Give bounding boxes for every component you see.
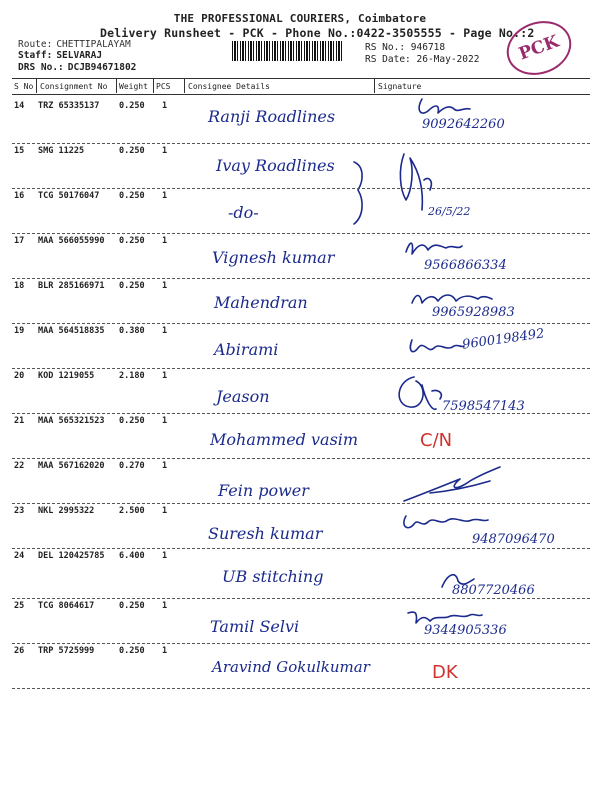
row-sno: 23 xyxy=(14,506,25,516)
row-pcs: 1 xyxy=(162,416,168,426)
row-sno: 16 xyxy=(14,191,25,201)
row-pcs: 1 xyxy=(162,551,168,561)
row-divider xyxy=(12,548,590,549)
row-pcs: 1 xyxy=(162,601,168,611)
signature-mark xyxy=(400,510,492,534)
row-sno: 15 xyxy=(14,146,25,156)
col-weight: Weight xyxy=(119,82,148,91)
col-consignee: Consignee Details xyxy=(188,82,270,91)
row-consignment: MAA 564518835 xyxy=(38,326,105,336)
row-weight: 2.500 xyxy=(119,506,145,516)
row-pcs: 1 xyxy=(162,191,168,201)
staff-line xyxy=(18,50,102,61)
rs-no-value: 946718 xyxy=(410,42,446,53)
consignee-name: Ivay Roadlines xyxy=(216,156,335,175)
col-divider xyxy=(36,79,37,93)
row-sno: 26 xyxy=(14,646,25,656)
consignee-name: Ranji Roadlines xyxy=(208,107,336,126)
row-weight: 0.270 xyxy=(119,461,145,471)
consignee-phone: 9487096470 xyxy=(472,532,555,547)
consignee-name: Abirami xyxy=(214,340,279,359)
consignee-name: UB stitching xyxy=(222,567,324,586)
row-divider xyxy=(12,503,590,504)
row-sno: 14 xyxy=(14,101,25,111)
row-consignment: TCG 50176047 xyxy=(38,191,100,201)
consignee-name: Mahendran xyxy=(214,293,308,312)
row-pcs: 1 xyxy=(162,506,168,516)
pck-stamp: PCK xyxy=(499,12,579,83)
row-pcs: 1 xyxy=(162,646,168,656)
consignee-phone: 8807720466 xyxy=(452,583,535,598)
header-rule-bottom xyxy=(12,94,590,95)
row-divider xyxy=(12,323,590,324)
consignee-phone: 9092642260 xyxy=(422,117,505,132)
row-sno: 25 xyxy=(14,601,25,611)
row-pcs: 1 xyxy=(162,326,168,336)
row-consignment: TRZ 65335137 xyxy=(38,101,100,111)
col-divider xyxy=(153,79,154,93)
row-consignment: TRP 5725999 xyxy=(38,646,95,656)
row-consignment: DEL 120425785 xyxy=(38,551,105,561)
staff-value: SELVARAJ xyxy=(56,50,103,61)
row-weight: 0.250 xyxy=(119,101,145,111)
row-divider xyxy=(12,233,590,234)
table-row xyxy=(0,646,600,706)
header-rule-top xyxy=(12,78,590,79)
row-pcs: 1 xyxy=(162,371,168,381)
consignee-name: Aravind Gokulkumar xyxy=(212,658,370,676)
consignee-name: Jeason xyxy=(216,387,270,406)
route-line xyxy=(18,39,131,50)
staff-label: Staff: xyxy=(18,50,53,61)
col-signature: Signature xyxy=(378,82,422,91)
row-consignment: MAA 567162020 xyxy=(38,461,105,471)
consignee-phone: 9344905336 xyxy=(424,623,507,638)
rs-date-value: 26-May-2022 xyxy=(416,54,480,65)
row-divider xyxy=(12,143,590,144)
cn-mark: C/N xyxy=(420,430,453,451)
consignee-phone: 9566866334 xyxy=(424,258,507,273)
col-divider xyxy=(184,79,185,93)
consignee-name: Tamil Selvi xyxy=(210,617,300,636)
row-pcs: 1 xyxy=(162,236,168,246)
barcode xyxy=(232,41,344,61)
row-sno: 17 xyxy=(14,236,25,246)
col-divider xyxy=(116,79,117,93)
consignee-name: -do- xyxy=(228,203,259,222)
consignee-name: Mohammed vasim xyxy=(210,430,359,449)
delivery-date-note: 26/5/22 xyxy=(428,205,471,218)
row-consignment: MAA 565321523 xyxy=(38,416,105,426)
row-consignment: MAA 566055990 xyxy=(38,236,105,246)
row-sno: 18 xyxy=(14,281,25,291)
row-weight: 0.250 xyxy=(119,191,145,201)
row-divider xyxy=(12,458,590,459)
signature-mark xyxy=(400,236,470,260)
row-divider xyxy=(12,188,590,189)
rs-date-line xyxy=(365,54,479,65)
consignee-phone: 9600198492 xyxy=(461,326,546,353)
row-divider xyxy=(12,643,590,644)
row-weight: 0.380 xyxy=(119,326,145,336)
row-sno: 19 xyxy=(14,326,25,336)
row-weight: 0.250 xyxy=(119,601,145,611)
row-divider xyxy=(12,368,590,369)
row-weight: 0.250 xyxy=(119,416,145,426)
row-weight: 0.250 xyxy=(119,646,145,656)
consignee-phone: 7598547143 xyxy=(442,399,525,414)
row-consignment: NKL 2995322 xyxy=(38,506,95,516)
row-weight: 0.250 xyxy=(119,281,145,291)
row-divider xyxy=(12,688,590,689)
drs-label: DRS No.: xyxy=(18,62,64,73)
runsheet-title: Delivery Runsheet - PCK - Phone No.:0422-3505555 - Page No.:2 xyxy=(100,26,535,40)
row-divider xyxy=(12,413,590,414)
route-value: CHETTIPALAYAM xyxy=(56,39,131,50)
rs-no-line xyxy=(365,42,445,53)
col-consignment: Consignment No xyxy=(40,82,108,91)
col-divider xyxy=(374,79,375,93)
drs-value: DCJB94671802 xyxy=(67,62,137,73)
consignee-phone: 9965928983 xyxy=(432,305,515,320)
row-pcs: 1 xyxy=(162,461,168,471)
rs-date-label: RS Date: xyxy=(365,54,411,65)
rs-no-label: RS No.: xyxy=(365,42,406,53)
row-pcs: 1 xyxy=(162,146,168,156)
row-weight: 0.250 xyxy=(119,236,145,246)
company-title: THE PROFESSIONAL COURIERS, Coimbatore xyxy=(173,12,427,25)
row-divider xyxy=(12,278,590,279)
row-consignment: TCG 8064617 xyxy=(38,601,95,611)
col-sno: S No xyxy=(14,82,34,91)
consignee-name: Suresh kumar xyxy=(208,524,323,543)
row-sno: 20 xyxy=(14,371,25,381)
consignee-name: Fein power xyxy=(218,481,309,500)
row-sno: 22 xyxy=(14,461,25,471)
signature-mark xyxy=(400,461,520,507)
route-label: Route: xyxy=(18,39,53,50)
row-weight: 0.250 xyxy=(119,146,145,156)
row-weight: 2.180 xyxy=(119,371,145,381)
drs-line xyxy=(18,62,136,73)
row-pcs: 1 xyxy=(162,281,168,291)
row-consignment: KOD 1219055 xyxy=(38,371,95,381)
row-sno: 21 xyxy=(14,416,25,426)
col-pcs: PCS xyxy=(156,82,171,91)
row-consignment: SMG 11225 xyxy=(38,146,85,156)
row-sno: 24 xyxy=(14,551,25,561)
row-pcs: 1 xyxy=(162,101,168,111)
row-consignment: BLR 285166971 xyxy=(38,281,105,291)
row-weight: 6.400 xyxy=(119,551,145,561)
signature-mark xyxy=(406,336,466,360)
consignee-name: Vignesh kumar xyxy=(212,248,335,267)
dk-mark: DK xyxy=(432,662,458,683)
row-divider xyxy=(12,598,590,599)
